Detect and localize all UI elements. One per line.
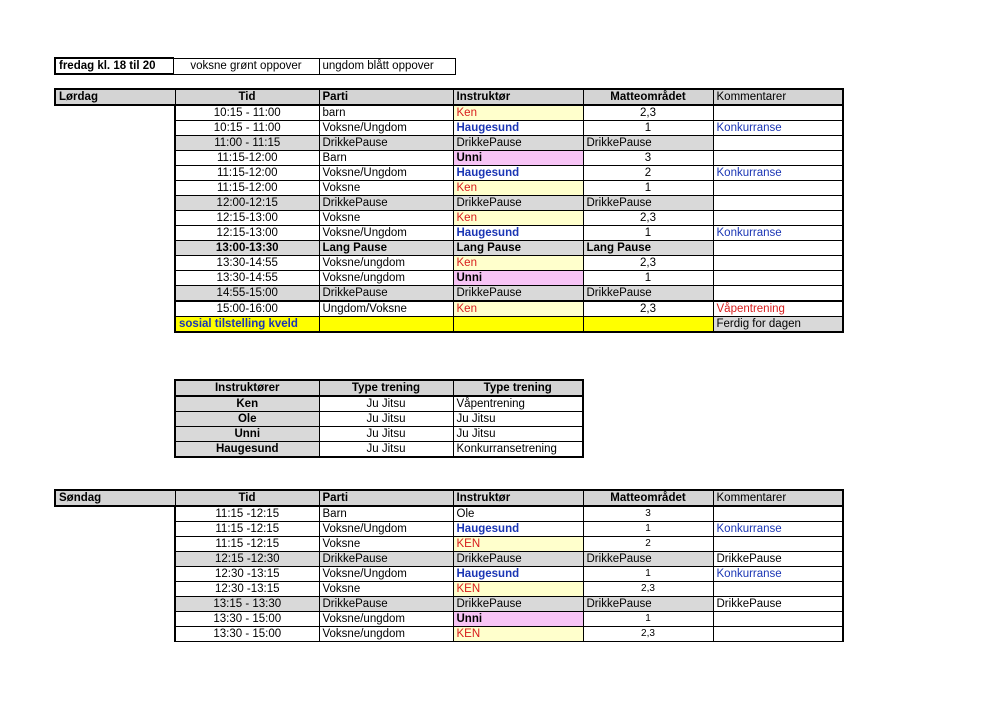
schedule-row [55, 301, 843, 317]
comment-cell [713, 582, 843, 597]
training-type-2-cell: Ju Jitsu [453, 412, 583, 427]
blank-cell [55, 241, 175, 256]
youth-note: ungdom blått oppover [319, 58, 455, 74]
mat-area-cell: 1 [583, 226, 713, 241]
col-kommentarer: Kommentarer [713, 89, 843, 105]
comment-cell [713, 271, 843, 286]
mat-area-cell: 1 [583, 567, 713, 582]
schedule-row [55, 552, 843, 567]
instructor-name-cell: Ole [175, 412, 319, 427]
time-cell: 12:15 -12:30 [175, 552, 319, 567]
friday-label: fredag kl. 18 til 20 [55, 58, 173, 74]
parti-cell: DrikkePause [319, 286, 453, 302]
comment-cell: Konkurranse [713, 166, 843, 181]
col-instruktor: Instruktør [453, 490, 583, 506]
time-cell: 11:15-12:00 [175, 181, 319, 196]
parti-cell: Voksne/ungdom [319, 627, 453, 642]
time-cell: 13:15 - 13:30 [175, 597, 319, 612]
blank-cell [55, 105, 175, 121]
instructor-name-cell: Haugesund [175, 442, 319, 458]
instructor-cell: Haugesund [453, 522, 583, 537]
schedule-row [55, 151, 843, 166]
col-parti: Parti [319, 89, 453, 105]
instructor-cell: Haugesund [453, 166, 583, 181]
col-matte: Matteområdet [583, 89, 713, 105]
instructor-cell: KEN [453, 582, 583, 597]
instructor-cell: Ole [453, 506, 583, 522]
time-cell: 12:15-13:00 [175, 211, 319, 226]
mat-area-cell: 3 [583, 151, 713, 166]
blank-cell [55, 537, 175, 552]
friday-info-row [54, 57, 456, 75]
parti-cell: DrikkePause [319, 136, 453, 151]
schedule-row [55, 121, 843, 136]
schedule-row [55, 627, 843, 642]
instructor-row [175, 442, 583, 458]
parti-cell: Voksne/Ungdom [319, 121, 453, 136]
mat-area-cell: 2,3 [583, 105, 713, 121]
time-cell: 11:15 -12:15 [175, 537, 319, 552]
day-label-saturday: Lørdag [55, 89, 175, 105]
schedule-row [55, 537, 843, 552]
schedule-row [55, 226, 843, 241]
instructor-cell: DrikkePause [453, 597, 583, 612]
schedule-row [55, 582, 843, 597]
training-type-2-cell: Konkurransetrening [453, 442, 583, 458]
schedule-row [55, 597, 843, 612]
comment-cell [713, 136, 843, 151]
training-type-cell: Ju Jitsu [319, 396, 453, 412]
mat-area-cell: DrikkePause [583, 286, 713, 302]
schedule-row [55, 181, 843, 196]
mat-area-cell: 2,3 [583, 256, 713, 271]
instructor-cell: KEN [453, 537, 583, 552]
time-cell: 11:00 - 11:15 [175, 136, 319, 151]
schedule-row [55, 567, 843, 582]
col-type-trening: Type trening [319, 380, 453, 396]
parti-cell: DrikkePause [319, 597, 453, 612]
comment-cell: DrikkePause [713, 597, 843, 612]
training-type-cell: Ju Jitsu [319, 442, 453, 458]
training-type-cell: Ju Jitsu [319, 412, 453, 427]
col-instruktor: Instruktør [453, 89, 583, 105]
mat-area-cell: 2,3 [583, 627, 713, 642]
instructors-table [174, 379, 584, 458]
parti-cell: Voksne/Ungdom [319, 166, 453, 181]
schedule-row [55, 196, 843, 211]
mat-area-cell: 2,3 [583, 582, 713, 597]
time-cell: 12:30 -13:15 [175, 567, 319, 582]
blank-cell [55, 286, 175, 302]
parti-cell: Voksne/Ungdom [319, 522, 453, 537]
parti-cell: Voksne [319, 537, 453, 552]
blank-cell [55, 121, 175, 136]
instructor-cell: Ken [453, 256, 583, 271]
schedule-row [55, 105, 843, 121]
parti-cell: Voksne/ungdom [319, 612, 453, 627]
comment-cell [713, 196, 843, 211]
instructor-cell: Ken [453, 301, 583, 317]
time-cell: 11:15-12:00 [175, 151, 319, 166]
comment-cell: Våpentrening [713, 301, 843, 317]
instructor-cell: Lang Pause [453, 241, 583, 256]
instructor-cell: Unni [453, 271, 583, 286]
comment-cell: Konkurranse [713, 522, 843, 537]
mat-area-cell: DrikkePause [583, 196, 713, 211]
blank-cell [55, 151, 175, 166]
instructor-cell: Unni [453, 151, 583, 166]
blank-cell [55, 301, 175, 317]
schedule-row [55, 241, 843, 256]
mat-area-cell: 1 [583, 271, 713, 286]
time-cell: 13:00-13:30 [175, 241, 319, 256]
instructor-row [175, 412, 583, 427]
instructor-cell: DrikkePause [453, 196, 583, 211]
blank-cell [55, 552, 175, 567]
saturday-schedule-table [54, 88, 844, 333]
blank-cell [55, 196, 175, 211]
instructors-header-row [175, 380, 583, 396]
col-tid: Tid [175, 490, 319, 506]
social-evening-row [55, 317, 843, 333]
mat-area-cell: 1 [583, 181, 713, 196]
time-cell: 13:30 - 15:00 [175, 627, 319, 642]
comment-cell: Konkurranse [713, 226, 843, 241]
mat-area-cell: 3 [583, 506, 713, 522]
comment-cell: DrikkePause [713, 552, 843, 567]
time-cell: 11:15-12:00 [175, 166, 319, 181]
social-label-cell: sosial tilstelling kveld [175, 317, 319, 333]
parti-cell: Voksne [319, 181, 453, 196]
parti-cell: DrikkePause [319, 196, 453, 211]
mat-area-cell: 2,3 [583, 301, 713, 317]
time-cell: 11:15 -12:15 [175, 506, 319, 522]
mat-area-cell: 1 [583, 522, 713, 537]
comment-cell [713, 256, 843, 271]
blank-cell [55, 211, 175, 226]
col-instruktorer: Instruktører [175, 380, 319, 396]
schedule-row [55, 136, 843, 151]
instructor-cell: Haugesund [453, 226, 583, 241]
instructor-cell: Haugesund [453, 567, 583, 582]
mat-area-cell: 2,3 [583, 211, 713, 226]
schedule-row [55, 211, 843, 226]
comment-cell [713, 151, 843, 166]
blank-cell [55, 612, 175, 627]
comment-cell: Konkurranse [713, 567, 843, 582]
comment-cell [713, 105, 843, 121]
comment-cell [713, 181, 843, 196]
col-type-trening-2: Type trening [453, 380, 583, 396]
schedule-row [55, 166, 843, 181]
training-type-2-cell: Ju Jitsu [453, 427, 583, 442]
blank-cell [55, 627, 175, 642]
instructor-cell: Ken [453, 211, 583, 226]
blank-cell [55, 317, 175, 333]
parti-cell: Lang Pause [319, 241, 453, 256]
parti-cell: Voksne/ungdom [319, 256, 453, 271]
parti-cell: Voksne [319, 211, 453, 226]
parti-cell: Ungdom/Voksne [319, 301, 453, 317]
schedule-row [55, 286, 843, 302]
day-label-sunday: Søndag [55, 490, 175, 506]
time-cell: 12:30 -13:15 [175, 582, 319, 597]
training-type-cell: Ju Jitsu [319, 427, 453, 442]
comment-cell [713, 627, 843, 642]
time-cell: 13:30-14:55 [175, 271, 319, 286]
yellow-cell [319, 317, 453, 333]
mat-area-cell: DrikkePause [583, 597, 713, 612]
instructor-cell: KEN [453, 627, 583, 642]
blank-cell [55, 136, 175, 151]
blank-cell [55, 166, 175, 181]
time-cell: 13:30-14:55 [175, 256, 319, 271]
mat-area-cell: 1 [583, 121, 713, 136]
saturday-header-row [55, 89, 843, 105]
comment-cell [713, 211, 843, 226]
col-matte: Matteområdet [583, 490, 713, 506]
comment-cell: Konkurranse [713, 121, 843, 136]
adult-note: voksne grønt oppover [173, 58, 319, 74]
end-of-day-cell: Ferdig for dagen [713, 317, 843, 333]
sunday-header-row [55, 490, 843, 506]
instructor-cell: Ken [453, 105, 583, 121]
comment-cell [713, 537, 843, 552]
instructor-cell: DrikkePause [453, 286, 583, 302]
blank-cell [55, 597, 175, 612]
sunday-schedule-table [54, 489, 844, 642]
comment-cell [713, 612, 843, 627]
instructor-row [175, 427, 583, 442]
mat-area-cell: 1 [583, 612, 713, 627]
col-parti: Parti [319, 490, 453, 506]
training-type-2-cell: Våpentrening [453, 396, 583, 412]
col-tid: Tid [175, 89, 319, 105]
blank-cell [55, 522, 175, 537]
parti-cell: DrikkePause [319, 552, 453, 567]
time-cell: 15:00-16:00 [175, 301, 319, 317]
time-cell: 10:15 - 11:00 [175, 105, 319, 121]
blank-cell [55, 256, 175, 271]
schedule-row [55, 256, 843, 271]
blank-cell [55, 226, 175, 241]
blank-cell [55, 181, 175, 196]
instructor-cell: Unni [453, 612, 583, 627]
instructor-cell: Ken [453, 181, 583, 196]
time-cell: 14:55-15:00 [175, 286, 319, 302]
mat-area-cell: Lang Pause [583, 241, 713, 256]
mat-area-cell: 2 [583, 537, 713, 552]
time-cell: 12:15-13:00 [175, 226, 319, 241]
yellow-cell [453, 317, 583, 333]
yellow-cell [583, 317, 713, 333]
time-cell: 13:30 - 15:00 [175, 612, 319, 627]
parti-cell: Barn [319, 506, 453, 522]
comment-cell [713, 286, 843, 302]
parti-cell: Voksne/Ungdom [319, 567, 453, 582]
instructor-name-cell: Unni [175, 427, 319, 442]
parti-cell: Voksne [319, 582, 453, 597]
parti-cell: Voksne/Ungdom [319, 226, 453, 241]
schedule-row [55, 522, 843, 537]
blank-cell [55, 567, 175, 582]
parti-cell: barn [319, 105, 453, 121]
schedule-row [55, 612, 843, 627]
instructor-cell: DrikkePause [453, 552, 583, 567]
time-cell: 11:15 -12:15 [175, 522, 319, 537]
instructor-name-cell: Ken [175, 396, 319, 412]
col-kommentarer: Kommentarer [713, 490, 843, 506]
schedule-row [55, 506, 843, 522]
mat-area-cell: 2 [583, 166, 713, 181]
comment-cell [713, 241, 843, 256]
instructor-row [175, 396, 583, 412]
mat-area-cell: DrikkePause [583, 136, 713, 151]
parti-cell: Barn [319, 151, 453, 166]
time-cell: 10:15 - 11:00 [175, 121, 319, 136]
instructor-cell: Haugesund [453, 121, 583, 136]
comment-cell [713, 506, 843, 522]
blank-cell [55, 506, 175, 522]
time-cell: 12:00-12:15 [175, 196, 319, 211]
blank-cell [55, 582, 175, 597]
blank-cell [55, 271, 175, 286]
schedule-row [55, 271, 843, 286]
mat-area-cell: DrikkePause [583, 552, 713, 567]
parti-cell: Voksne/ungdom [319, 271, 453, 286]
instructor-cell: DrikkePause [453, 136, 583, 151]
